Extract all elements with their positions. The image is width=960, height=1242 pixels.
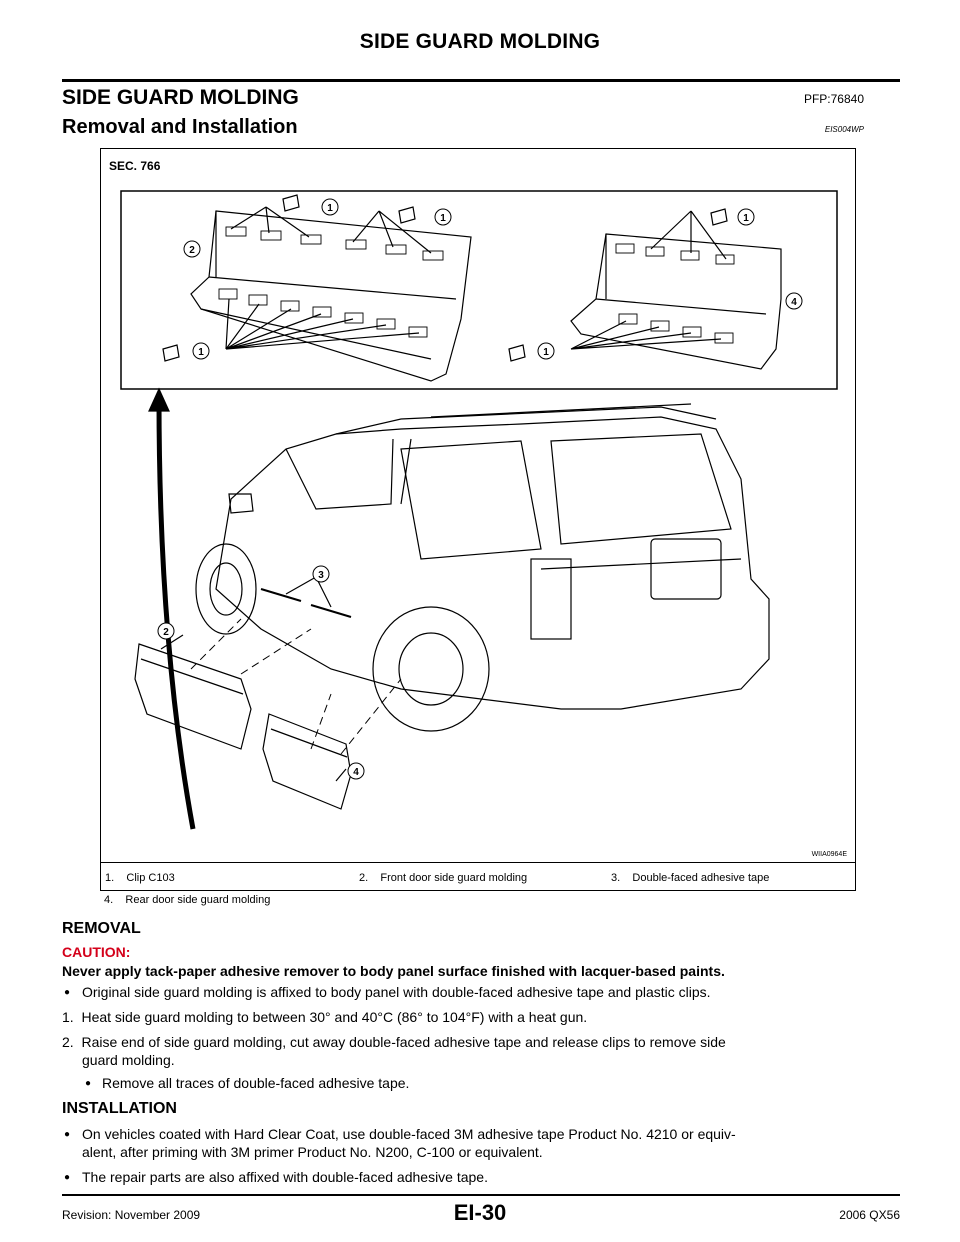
callout-1b: 1: [440, 213, 446, 224]
removal-step-2: 2. Raise end of side guard molding, cut away double-faced adhesive tape and release clips to remove side: [62, 1034, 726, 1050]
section-title: SIDE GUARD MOLDING: [62, 86, 299, 109]
legend-row-1: [100, 863, 856, 891]
callout-1e: 1: [543, 347, 549, 358]
legend-row-2: [100, 891, 856, 909]
caution-label: CAUTION:: [62, 944, 131, 960]
pfp-code: PFP:76840: [803, 92, 864, 106]
sec-label: SEC. 766: [109, 159, 161, 173]
removal-bullet-1: Original side guard molding is affixed to body panel with double-faced adhesive tape and plastic clips.: [82, 984, 711, 1000]
legend-item-rear-molding: 4. Rear door side guard molding: [104, 894, 271, 906]
removal-step-1: 1. Heat side guard molding to between 30° and 40°C (86° to 104°F) with a heat gun.: [62, 1009, 588, 1025]
removal-heading: REMOVAL: [62, 920, 141, 937]
illustration-frame: [100, 148, 856, 863]
figure-ref-code: WIIA0964E: [811, 851, 847, 858]
header-rule: [62, 79, 900, 82]
callout-2a: 2: [189, 245, 195, 256]
install-bullet-1: On vehicles coated with Hard Clear Coat, use double-faced 3M adhesive tape Product No. 4210 or equiv-: [82, 1126, 736, 1142]
bullet-icon: ●: [85, 1078, 92, 1089]
callout-4a: 4: [791, 297, 797, 308]
install-bullet-1-cont: alent, after priming with 3M primer Product No. N200, C-100 or equivalent.: [82, 1144, 543, 1160]
installation-heading: INSTALLATION: [62, 1100, 177, 1117]
callout-3a: 3: [318, 570, 324, 581]
callout-2b: 2: [163, 627, 169, 638]
exploded-view-illustration: [101, 149, 857, 864]
footer-rule: [62, 1194, 900, 1196]
eis-code: EIS004WP: [824, 125, 864, 134]
callout-1d: 1: [743, 213, 749, 224]
legend-item-tape: 3. Double-faced adhesive tape: [611, 872, 770, 884]
page-header-title: SIDE GUARD MOLDING: [359, 30, 601, 53]
legend-item-clip: 1. Clip C103: [105, 872, 175, 884]
removal-step-2-cont: guard molding.: [82, 1052, 175, 1068]
subsection-title: Removal and Installation: [62, 116, 298, 138]
vehicle-model: 2006 QX56: [839, 1208, 900, 1222]
callout-4b: 4: [353, 767, 359, 778]
revision-date: Revision: November 2009: [62, 1208, 201, 1222]
legend-item-front-molding: 2. Front door side guard molding: [359, 872, 528, 884]
page-number: EI-30: [453, 1200, 507, 1225]
install-bullet-2: The repair parts are also affixed with double-faced adhesive tape.: [82, 1169, 488, 1185]
bullet-icon: ●: [64, 1129, 71, 1140]
callout-1a: 1: [327, 203, 333, 214]
removal-step-2-bullet: Remove all traces of double-faced adhesive tape.: [102, 1075, 410, 1091]
callout-1c: 1: [198, 347, 204, 358]
bullet-icon: ●: [64, 1172, 71, 1183]
caution-text: Never apply tack-paper adhesive remover to body panel surface finished with lacquer-based paints.: [62, 963, 725, 979]
bullet-icon: ●: [64, 987, 71, 998]
